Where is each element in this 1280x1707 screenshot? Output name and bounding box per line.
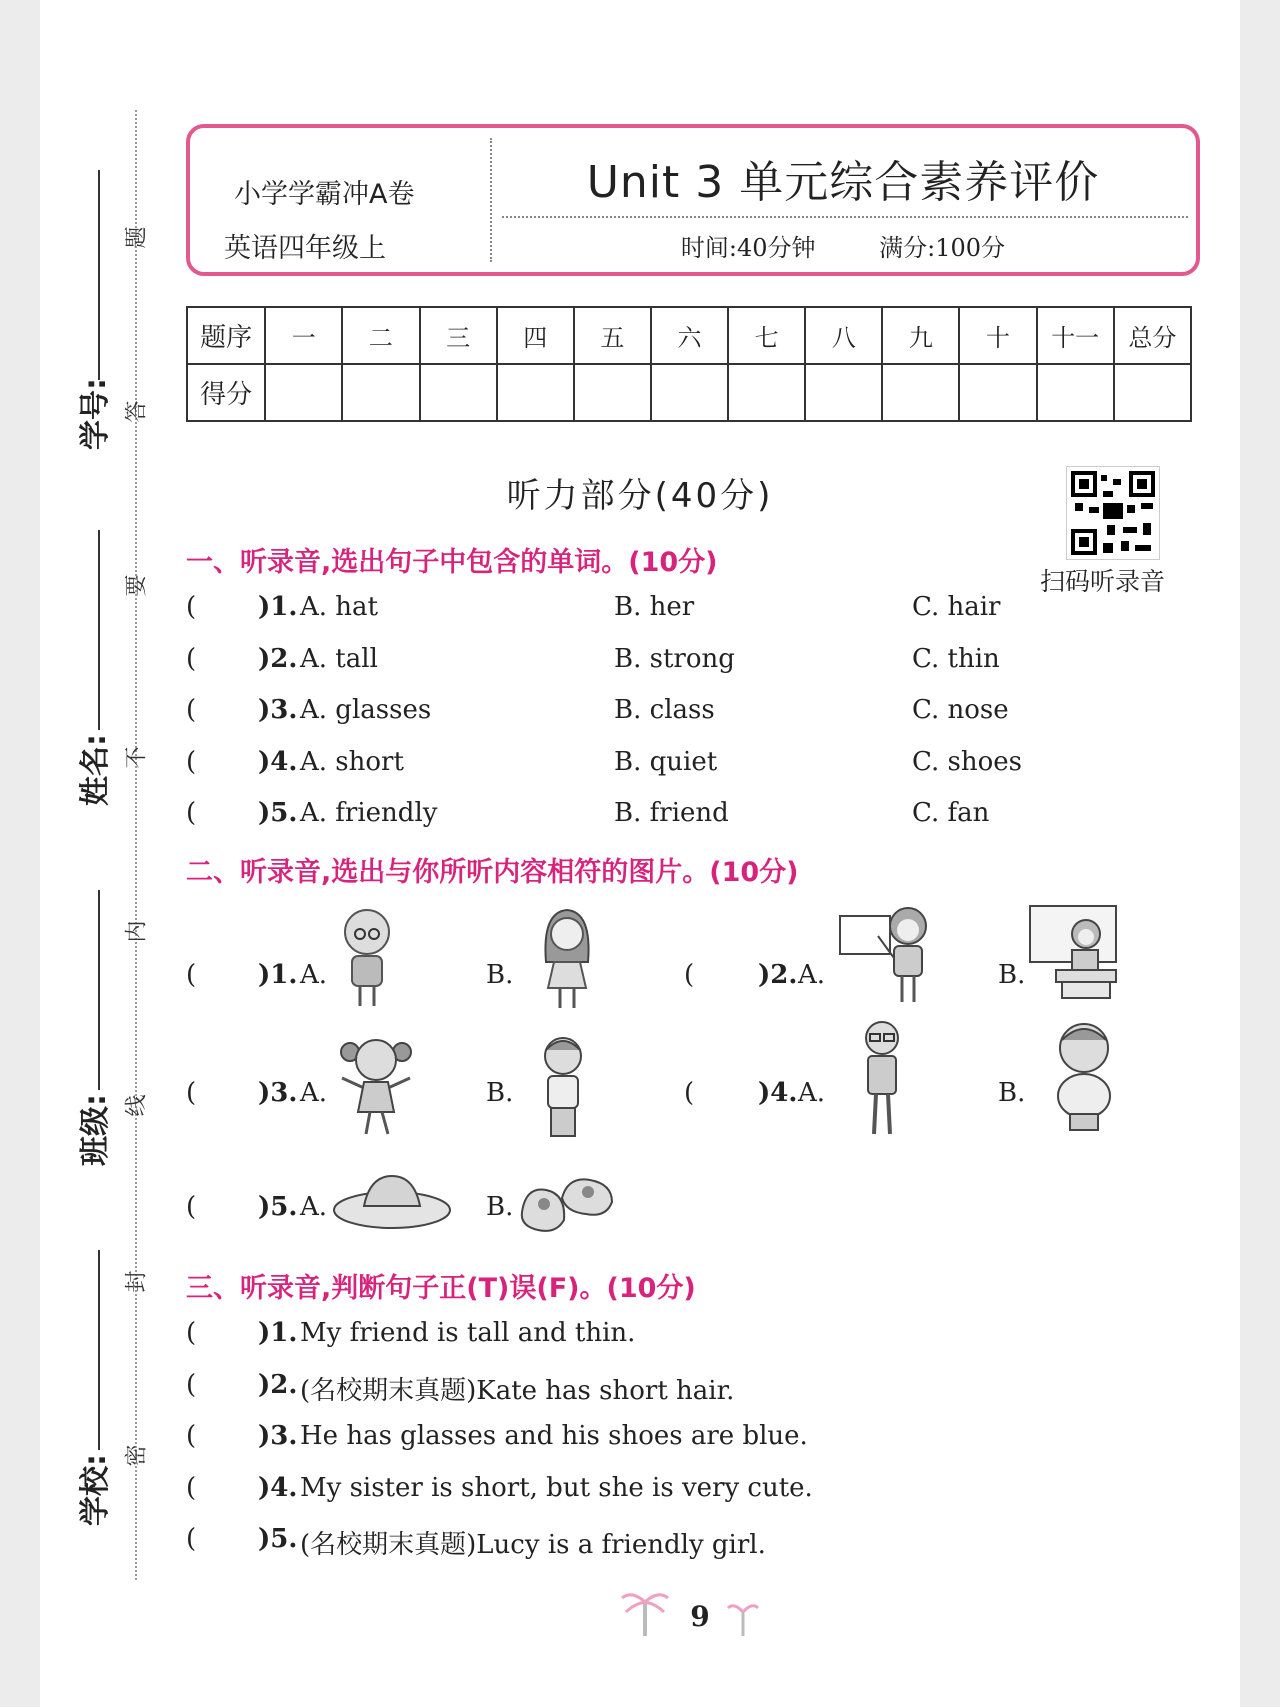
question-number: )1. bbox=[258, 1318, 298, 1348]
qr-caption: 扫码听录音 bbox=[1040, 567, 1166, 596]
answer-bracket[interactable]: ( bbox=[186, 1192, 197, 1222]
table-header-cell: 十一 bbox=[1037, 307, 1114, 364]
table-header-cell: 总分 bbox=[1114, 307, 1191, 364]
page-title: Unit 3 单元综合素养评价 bbox=[586, 157, 1100, 208]
full-score: 满分:100分 bbox=[879, 234, 1006, 262]
answer-bracket[interactable]: ( bbox=[186, 798, 197, 828]
binding-char: 不 bbox=[124, 746, 150, 769]
grade-name: 英语四年级上 bbox=[224, 233, 386, 264]
question-number: )4. bbox=[258, 747, 298, 777]
question-number: )2. bbox=[758, 960, 798, 990]
option-b: B. class bbox=[614, 695, 715, 725]
question-number: )3. bbox=[258, 1078, 298, 1108]
qr-code-icon[interactable] bbox=[1066, 466, 1160, 560]
option-b: B. strong bbox=[614, 644, 735, 674]
score-table bbox=[186, 306, 1192, 422]
question-number: )5. bbox=[258, 798, 298, 828]
answer-bracket[interactable]: ( bbox=[684, 1078, 695, 1108]
answer-bracket[interactable]: ( bbox=[186, 1370, 197, 1400]
statement-text: (名校期末真题)Kate has short hair. bbox=[300, 1376, 735, 1406]
option-a: A. short bbox=[300, 747, 404, 777]
question-number: )3. bbox=[258, 695, 298, 725]
option-b: B. quiet bbox=[614, 747, 718, 777]
answer-bracket[interactable]: ( bbox=[186, 1524, 197, 1554]
table-header-cell: 八 bbox=[805, 307, 882, 364]
question-number: )4. bbox=[758, 1078, 798, 1108]
teacher-at-desk-icon[interactable] bbox=[1028, 904, 1120, 1002]
table-header-cell: 十 bbox=[959, 307, 1036, 364]
score-cell[interactable] bbox=[882, 364, 959, 421]
score-cell[interactable] bbox=[1037, 364, 1114, 421]
option-a-label: A. bbox=[300, 960, 328, 990]
teacher-at-blackboard-icon[interactable] bbox=[838, 902, 938, 1006]
statement-text: My friend is tall and thin. bbox=[300, 1318, 636, 1348]
shoes-icon[interactable] bbox=[516, 1172, 620, 1236]
score-cell[interactable] bbox=[265, 364, 342, 421]
option-b: B. friend bbox=[614, 798, 729, 828]
option-a: A. hat bbox=[300, 592, 378, 622]
table-row bbox=[187, 307, 1191, 364]
binding-dotted-line bbox=[135, 110, 137, 1580]
series-name: 小学学霸冲A卷 bbox=[234, 179, 415, 210]
binding-char: 题 bbox=[124, 226, 150, 249]
option-b-label: B. bbox=[486, 1192, 514, 1222]
answer-bracket[interactable]: ( bbox=[186, 1078, 197, 1108]
table-header-cell: 四 bbox=[497, 307, 574, 364]
binding-char: 内 bbox=[124, 920, 150, 943]
class-label: 班级: bbox=[78, 1094, 113, 1166]
option-b-label: B. bbox=[998, 960, 1026, 990]
tall-man-glasses-icon[interactable] bbox=[856, 1018, 908, 1138]
school-line[interactable] bbox=[98, 1250, 100, 1450]
binding-char: 密 bbox=[124, 1444, 150, 1467]
score-cell[interactable] bbox=[420, 364, 497, 421]
question-number: )5. bbox=[258, 1524, 298, 1554]
option-b-label: B. bbox=[486, 1078, 514, 1108]
question-number: )2. bbox=[258, 644, 298, 674]
table-header-cell: 六 bbox=[651, 307, 728, 364]
page-number: 9 bbox=[690, 1600, 710, 1633]
question-number: )1. bbox=[258, 960, 298, 990]
time-limit: 时间:40分钟 bbox=[680, 234, 816, 262]
table-row bbox=[187, 364, 1191, 421]
table-header-cell: 七 bbox=[728, 307, 805, 364]
boy-icon[interactable] bbox=[538, 1034, 588, 1138]
student-id-label: 学号: bbox=[78, 378, 113, 450]
answer-bracket[interactable]: ( bbox=[684, 960, 695, 990]
answer-bracket[interactable]: ( bbox=[186, 747, 197, 777]
question-number: )4. bbox=[258, 1473, 298, 1503]
option-c: C. shoes bbox=[912, 747, 1022, 777]
school-label: 学校: bbox=[78, 1454, 113, 1526]
option-c: C. nose bbox=[912, 695, 1009, 725]
part2-title: 二、听录音,选出与你所听内容相符的图片。(10分) bbox=[186, 857, 799, 888]
answer-bracket[interactable]: ( bbox=[186, 960, 197, 990]
long-hair-girl-icon[interactable] bbox=[536, 902, 598, 1010]
score-cell[interactable] bbox=[728, 364, 805, 421]
palm-tree-icon bbox=[726, 1600, 760, 1638]
option-c: C. thin bbox=[912, 644, 1000, 674]
option-c: C. hair bbox=[912, 592, 1001, 622]
answer-bracket[interactable]: ( bbox=[186, 1421, 197, 1451]
header-separator bbox=[502, 216, 1188, 218]
answer-bracket[interactable]: ( bbox=[186, 695, 197, 725]
part1-title: 一、听录音,选出句子中包含的单词。(10分) bbox=[186, 547, 718, 578]
binding-char: 线 bbox=[124, 1094, 150, 1117]
binding-char: 封 bbox=[124, 1270, 150, 1293]
answer-bracket[interactable]: ( bbox=[186, 1318, 197, 1348]
score-cell[interactable] bbox=[1114, 364, 1191, 421]
answer-bracket[interactable]: ( bbox=[186, 644, 197, 674]
option-b-label: B. bbox=[998, 1078, 1026, 1108]
header-info bbox=[490, 228, 1196, 263]
statement-text: (名校期末真题)Lucy is a friendly girl. bbox=[300, 1530, 766, 1560]
class-line[interactable] bbox=[98, 890, 100, 1090]
score-cell[interactable] bbox=[805, 364, 882, 421]
question-number: )1. bbox=[258, 592, 298, 622]
option-a-label: A. bbox=[798, 1078, 826, 1108]
table-row-label: 得分 bbox=[187, 364, 265, 421]
question-number: )2. bbox=[258, 1370, 298, 1400]
short-man-icon[interactable] bbox=[1052, 1018, 1116, 1136]
binding-char: 答 bbox=[124, 400, 150, 423]
listening-section-title: 听力部分(40分) bbox=[506, 476, 774, 516]
header-box bbox=[186, 124, 1200, 276]
score-cell[interactable] bbox=[651, 364, 728, 421]
girl-pigtails-icon[interactable] bbox=[336, 1034, 416, 1138]
table-header-cell: 题序 bbox=[187, 307, 265, 364]
option-b-label: B. bbox=[486, 960, 514, 990]
table-header-cell: 二 bbox=[342, 307, 419, 364]
statement-text: My sister is short, but she is very cute. bbox=[300, 1473, 813, 1503]
score-cell[interactable] bbox=[342, 364, 419, 421]
option-a-label: A. bbox=[300, 1078, 328, 1108]
option-c: C. fan bbox=[912, 798, 990, 828]
option-a: A. tall bbox=[300, 644, 378, 674]
table-header-cell: 五 bbox=[574, 307, 651, 364]
option-a-label: A. bbox=[300, 1192, 328, 1222]
name-line[interactable] bbox=[98, 530, 100, 730]
part3-title: 三、听录音,判断句子正(T)误(F)。(10分) bbox=[186, 1273, 696, 1304]
option-b: B. her bbox=[614, 592, 695, 622]
question-number: )5. bbox=[258, 1192, 298, 1222]
option-a: A. glasses bbox=[300, 695, 432, 725]
table-header-cell: 三 bbox=[420, 307, 497, 364]
binding-char: 要 bbox=[124, 574, 150, 597]
table-header-cell: 一 bbox=[265, 307, 342, 364]
option-a: A. friendly bbox=[300, 798, 438, 828]
table-header-cell: 九 bbox=[882, 307, 959, 364]
score-cell[interactable] bbox=[497, 364, 574, 421]
student-id-line[interactable] bbox=[98, 170, 100, 380]
short-hair-girl-icon[interactable] bbox=[336, 902, 398, 1008]
hat-icon[interactable] bbox=[330, 1172, 454, 1232]
score-cell[interactable] bbox=[574, 364, 651, 421]
score-cell[interactable] bbox=[959, 364, 1036, 421]
option-a-label: A. bbox=[798, 960, 826, 990]
name-label: 姓名: bbox=[78, 734, 113, 806]
question-number: )3. bbox=[258, 1421, 298, 1451]
answer-bracket[interactable]: ( bbox=[186, 1473, 197, 1503]
answer-bracket[interactable]: ( bbox=[186, 592, 197, 622]
statement-text: He has glasses and his shoes are blue. bbox=[300, 1421, 808, 1451]
